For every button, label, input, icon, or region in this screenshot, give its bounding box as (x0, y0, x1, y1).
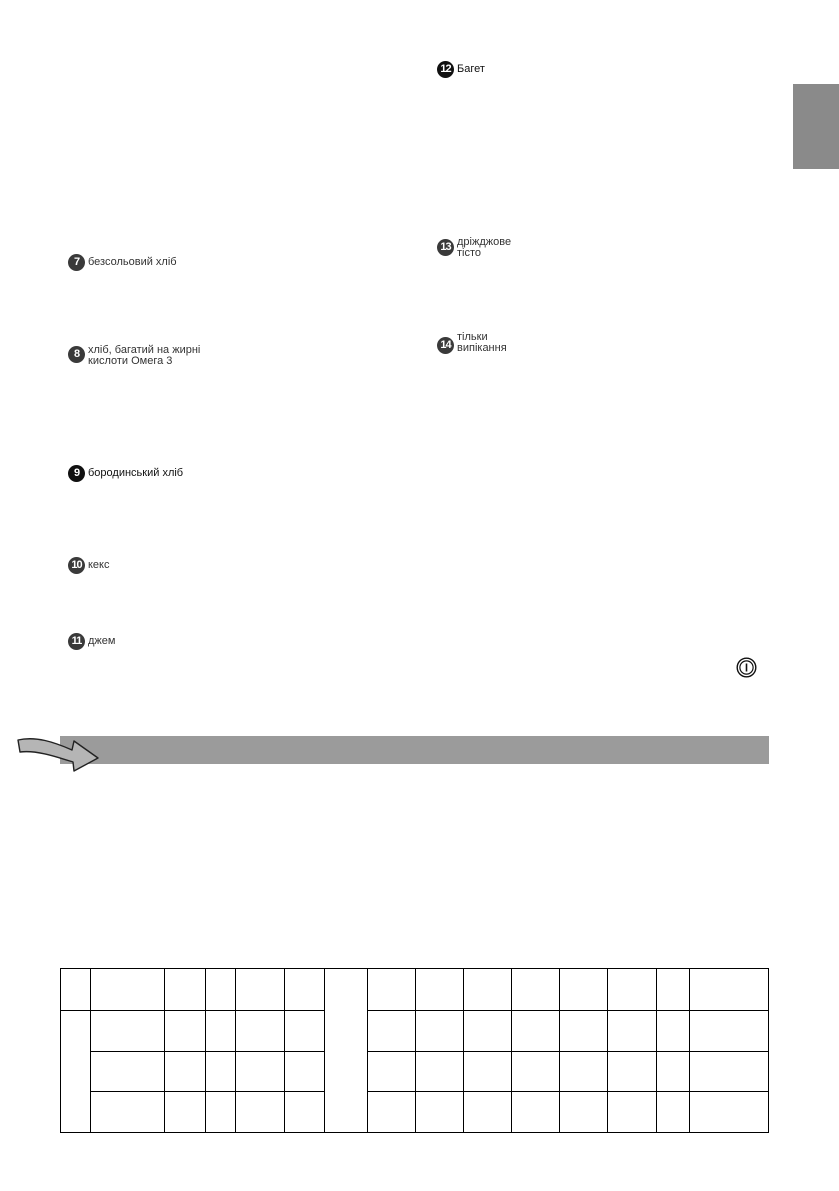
table-cell (165, 1092, 206, 1133)
program-number-badge: 7 (68, 254, 85, 271)
table-cell (284, 969, 325, 1011)
table-cell (284, 1052, 325, 1092)
table-cell (205, 969, 235, 1011)
table-cell (235, 1092, 284, 1133)
table-cell (656, 1092, 689, 1133)
program-7 (68, 254, 177, 271)
table-cell (284, 1011, 325, 1052)
table-cell (368, 969, 416, 1011)
table-cell (689, 1092, 768, 1133)
table-cell (416, 1092, 464, 1133)
program-number-badge: 14 (437, 337, 454, 354)
table-cell (235, 1011, 284, 1052)
table-cell (511, 1011, 559, 1052)
program-number-badge: 10 (68, 557, 85, 574)
program-label: Багет (457, 63, 485, 75)
program-label: бородинський хліб (88, 467, 184, 479)
table-cell (416, 1011, 464, 1052)
table-row (61, 1011, 769, 1052)
table-cell (607, 1052, 656, 1092)
table-cell (656, 969, 689, 1011)
section-heading-band (60, 736, 769, 764)
curved-arrow-icon (14, 722, 104, 772)
table-cell (90, 969, 165, 1011)
table-cell (607, 1011, 656, 1052)
table-cell (559, 1011, 607, 1052)
table-cell (368, 1092, 416, 1133)
program-number-badge: 8 (68, 346, 85, 363)
table-row (61, 1092, 769, 1133)
program-number-badge: 12 (437, 61, 454, 78)
power-icon (736, 657, 757, 678)
table-cell (205, 1052, 235, 1092)
table-cell (511, 1052, 559, 1092)
program-label: тільки випікання (457, 331, 507, 354)
table-cell (416, 969, 464, 1011)
table-cell (559, 1092, 607, 1133)
program-label: хліб, багатий на жирні кислоти Омега 3 (88, 344, 201, 367)
table-cell (235, 969, 284, 1011)
table-cell (205, 1011, 235, 1052)
program-label: дріжджове тісто (457, 236, 512, 259)
program-11 (68, 633, 115, 650)
table-cell (559, 1052, 607, 1092)
table-cell (165, 1052, 206, 1092)
program-10 (68, 557, 110, 574)
table-cell (511, 1092, 559, 1133)
table-cell (61, 1011, 91, 1133)
settings-table (60, 968, 769, 1133)
program-8 (68, 345, 200, 367)
table-cell (90, 1052, 165, 1092)
program-label: кекс (88, 559, 110, 571)
table-cell (689, 1052, 768, 1092)
program-label: джем (88, 635, 116, 647)
table-cell (607, 969, 656, 1011)
table-cell (368, 1011, 416, 1052)
table-cell (165, 1011, 206, 1052)
table-cell (284, 1092, 325, 1133)
program-13 (437, 237, 511, 259)
table-header-row (61, 969, 769, 1011)
table-cell (689, 969, 768, 1011)
table-cell (463, 1052, 511, 1092)
table-cell (235, 1052, 284, 1092)
table-row (61, 1052, 769, 1092)
table-cell (165, 969, 206, 1011)
table-cell (463, 969, 511, 1011)
program-12 (437, 61, 485, 78)
table-cell (416, 1052, 464, 1092)
table-cell (463, 1011, 511, 1052)
table-cell (90, 1092, 165, 1133)
table-cell (689, 1011, 768, 1052)
program-9 (68, 465, 183, 482)
program-label: безсольовий хліб (88, 256, 177, 268)
table-cell (559, 969, 607, 1011)
table-cell (325, 969, 368, 1133)
language-tab (793, 84, 839, 169)
table-cell (61, 969, 91, 1011)
table-cell (368, 1052, 416, 1092)
table-cell (205, 1092, 235, 1133)
program-14 (437, 332, 507, 354)
table-cell (607, 1092, 656, 1133)
program-number-badge: 11 (68, 633, 85, 650)
table-cell (90, 1011, 165, 1052)
table-cell (511, 969, 559, 1011)
table-cell (656, 1052, 689, 1092)
table-cell (463, 1092, 511, 1133)
table-cell (656, 1011, 689, 1052)
program-number-badge: 9 (68, 465, 85, 482)
program-number-badge: 13 (437, 239, 454, 256)
